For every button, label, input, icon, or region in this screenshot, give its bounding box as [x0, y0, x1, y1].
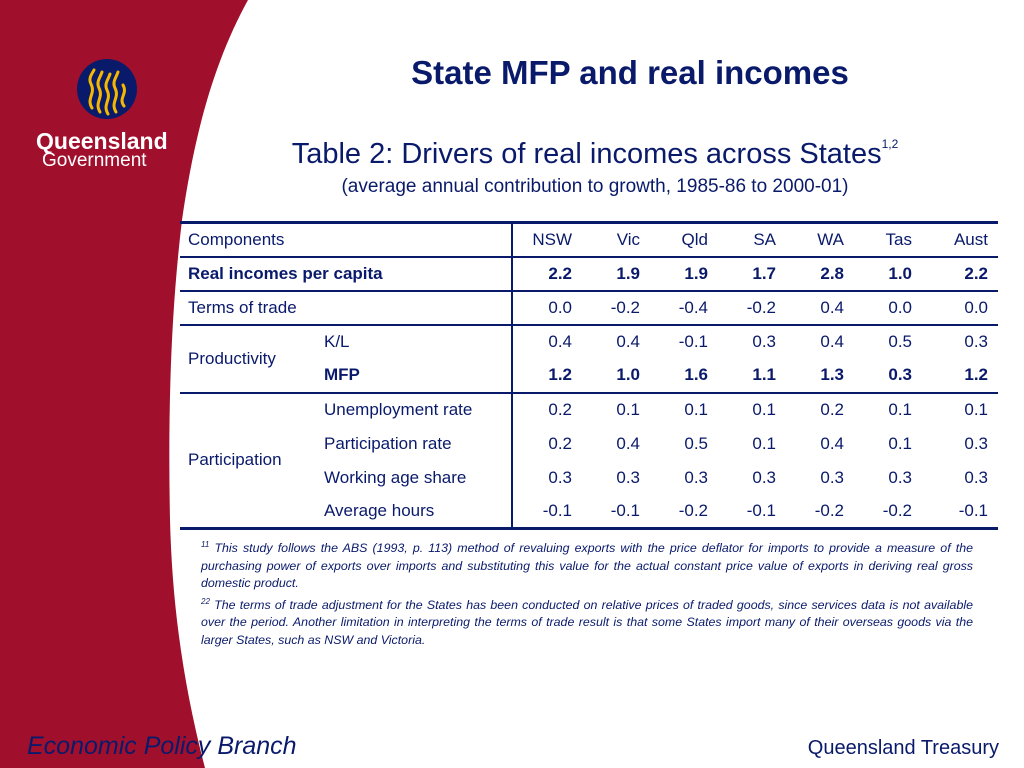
footnote-marker: 22	[201, 596, 210, 606]
table-cell: 0.0	[854, 291, 922, 325]
group-label-participation: Participation	[188, 450, 282, 470]
table-cell: 1.2	[512, 359, 582, 393]
table-cell: 0.1	[888, 400, 912, 419]
table-cell: -0.2	[718, 291, 786, 325]
table-cell: 0.3	[888, 467, 912, 487]
table-cell: 0.3	[752, 467, 776, 487]
footnotes	[201, 536, 973, 649]
header-col: WA	[786, 223, 854, 257]
table-cell: 0.5	[888, 332, 912, 351]
table-cell: -0.1	[958, 500, 988, 520]
table-cell: 0.2	[548, 433, 572, 453]
table-cell: 2.8	[786, 257, 854, 291]
footnote	[201, 593, 973, 650]
table-subtitle: (average annual contribution to growth, 1985-86 to 2000-01)	[341, 176, 849, 197]
table-cell: 0.5	[684, 433, 708, 453]
header-col: Tas	[854, 223, 922, 257]
footer-branch: Economic Policy Branch	[27, 732, 297, 760]
table-cell: 0.4	[616, 332, 640, 351]
table-title-superscript: 1,2	[881, 137, 899, 151]
table-cell: -0.2	[678, 500, 708, 520]
table-cell: 1.1	[718, 359, 786, 393]
org-subtitle: Government	[42, 150, 147, 171]
table-cell: 0.4	[786, 291, 854, 325]
row-label: Working age share	[316, 461, 512, 495]
table-cell: 0.1	[752, 433, 776, 453]
table-cell: 0.0	[922, 291, 998, 325]
footnote-marker: 11	[201, 540, 210, 549]
table-cell: 1.2	[922, 359, 998, 393]
table-cell: -0.4	[650, 291, 718, 325]
table-cell: 0.3	[752, 332, 776, 351]
table-cell: 0.3	[684, 467, 708, 487]
header-col: SA	[718, 223, 786, 257]
table-cell: 0.3	[964, 433, 988, 453]
drivers-table	[180, 221, 998, 530]
table-cell: 1.0	[582, 359, 650, 393]
table-cell: 0.3	[854, 359, 922, 393]
footnote	[201, 536, 973, 593]
header-col: Aust	[922, 223, 998, 257]
row-label: Average hours	[316, 495, 512, 529]
table-cell: 0.0	[512, 291, 582, 325]
table-cell: 1.7	[718, 257, 786, 291]
table-cell: 2.2	[922, 257, 998, 291]
header-col: Qld	[650, 223, 718, 257]
table-cell: 1.3	[786, 359, 854, 393]
table-cell: 0.2	[548, 400, 572, 419]
header-components: Components	[180, 223, 512, 257]
footnote-text: The terms of trade adjustment for the States has been conducted on relative prices of traded goods, since services data is not available over the period. Another limitation in interpreting the terms of trade result is that some States import many of their overseas goods via the larger States, such as NSW and Victoria.	[201, 597, 973, 647]
table-cell: 1.0	[854, 257, 922, 291]
row-label: Unemployment rate	[316, 393, 512, 427]
table-cell: 1.9	[582, 257, 650, 291]
table-cell: 0.1	[888, 433, 912, 453]
table-header-row	[180, 223, 998, 257]
table-cell: 0.1	[752, 400, 776, 419]
group-label-productivity: Productivity	[180, 325, 316, 393]
header-col: Vic	[582, 223, 650, 257]
table-cell: 0.4	[820, 332, 844, 351]
footer-department: Queensland Treasury	[807, 737, 999, 759]
table-cell: 0.2	[820, 400, 844, 419]
table-cell: 2.2	[512, 257, 582, 291]
table-cell: 0.1	[616, 400, 640, 419]
table-cell: -0.1	[678, 332, 708, 351]
table-cell: 1.6	[650, 359, 718, 393]
table-cell: 0.4	[548, 332, 572, 351]
table-cell: 0.1	[684, 400, 708, 419]
row-label: K/L	[316, 325, 512, 359]
table-cell: 1.9	[650, 257, 718, 291]
table-cell: 0.3	[616, 467, 640, 487]
table-cell: -0.2	[882, 500, 912, 520]
table-title	[180, 137, 1010, 171]
table-row-unemployment-rate	[180, 393, 998, 427]
footnote-text: This study follows the ABS (1993, p. 113) method of revaluing exports with the price deflator for imports to provide a measure of the purchasing power of exports over imports and substituting this value for the actual constant price value of exports in deriving real gross domestic product.	[201, 541, 973, 590]
queensland-government-emblem-icon	[76, 58, 138, 120]
table-cell: -0.2	[814, 500, 844, 520]
row-label: Terms of trade	[180, 291, 512, 325]
table-cell: 0.3	[964, 467, 988, 487]
table-cell: 0.3	[548, 467, 572, 487]
table-cell: -0.2	[582, 291, 650, 325]
table-cell: -0.1	[542, 500, 572, 520]
table-cell: 0.4	[820, 433, 844, 453]
table-cell: 0.3	[964, 332, 988, 351]
table-row-real-incomes	[180, 257, 998, 291]
table-cell: 0.3	[820, 467, 844, 487]
table-cell: -0.1	[610, 500, 640, 520]
table-row-kl	[180, 325, 998, 359]
header-col: NSW	[512, 223, 582, 257]
table-cell: 0.1	[964, 400, 988, 419]
table-cell: 0.4	[616, 433, 640, 453]
org-name: Queensland	[36, 128, 168, 154]
slide-title: State MFP and real incomes	[411, 54, 849, 91]
table-cell: -0.1	[746, 500, 776, 520]
row-label: MFP	[316, 359, 512, 393]
row-label: Real incomes per capita	[180, 257, 512, 291]
table-row-terms-of-trade	[180, 291, 998, 325]
row-label: Participation rate	[316, 427, 512, 461]
table-title-text: Table 2: Drivers of real incomes across States	[291, 138, 882, 170]
